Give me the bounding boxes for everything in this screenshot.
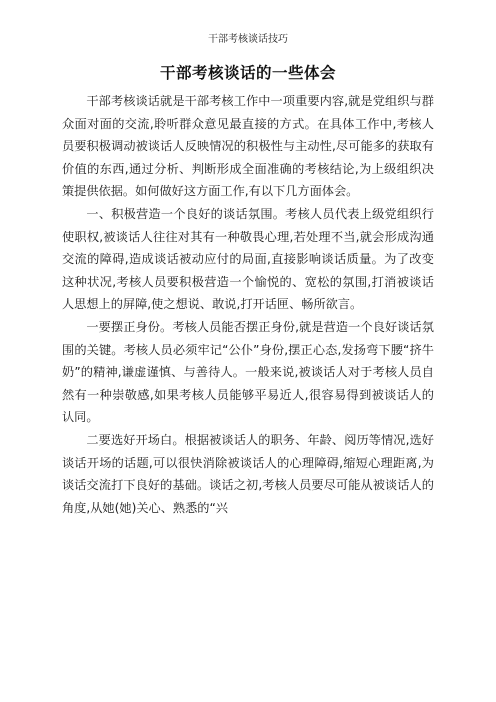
paragraph-section-1: 一、积极营造一个良好的谈话氛围。考核人员代表上级党组织行使职权,被谈话人往往对其有一种敬畏心理,若处理不当,就会形成沟通交流的障碍,造成谈话被动应付的局面,直接影响谈话质量。为了改变这种状况,考核人员要积极营造一个愉悦的、宽松的氛围,打消被谈话人思想上的屏障,使之想说、敢说,打开话匣、畅所欲言。 xyxy=(62,206,434,312)
running-header: 干部考核谈话技巧 xyxy=(208,34,288,45)
document-body xyxy=(62,90,434,519)
paragraph-point-2: 二要选好开场白。根据被谈话人的职务、年龄、阅历等情况,选好谈话开场的话题,可以很快消除被谈话人的心理障碍,缩短心理距离,为谈话交流打下良好的基础。谈话之初,考核人员要尽可能从被谈话人的角度,从她(她)关心、熟悉的“兴 xyxy=(62,432,434,515)
paragraph-point-1: 一要摆正身份。考核人员能否摆正身份,就是营造一个良好谈话氛围的关键。考核人员必须牢记“公仆”身份,摆正心态,发扬弯下腰“挤牛奶”的精神,谦虚谨慎、与善待人。一般来说,被谈话人对于考核人员自然有一种崇敬感,如果考核人员能够平易近人,很容易得到被谈话人的认同。 xyxy=(62,319,434,425)
document-title: 干部考核谈话的一些体会 xyxy=(159,64,336,82)
paragraph-intro: 干部考核谈话就是干部考核工作中一项重要内容,就是党组织与群众面对面的交流,聆听群众意见最直接的方式。在具体工作中,考核人员要积极调动被谈话人反映情况的积极性与主动性,尽可能多的获取有价值的东西,通过分析、判断形成全面准确的考核结论,为上级组织决策提供依据。如何做好这方面工作,有以下几方面体会。 xyxy=(62,94,434,199)
